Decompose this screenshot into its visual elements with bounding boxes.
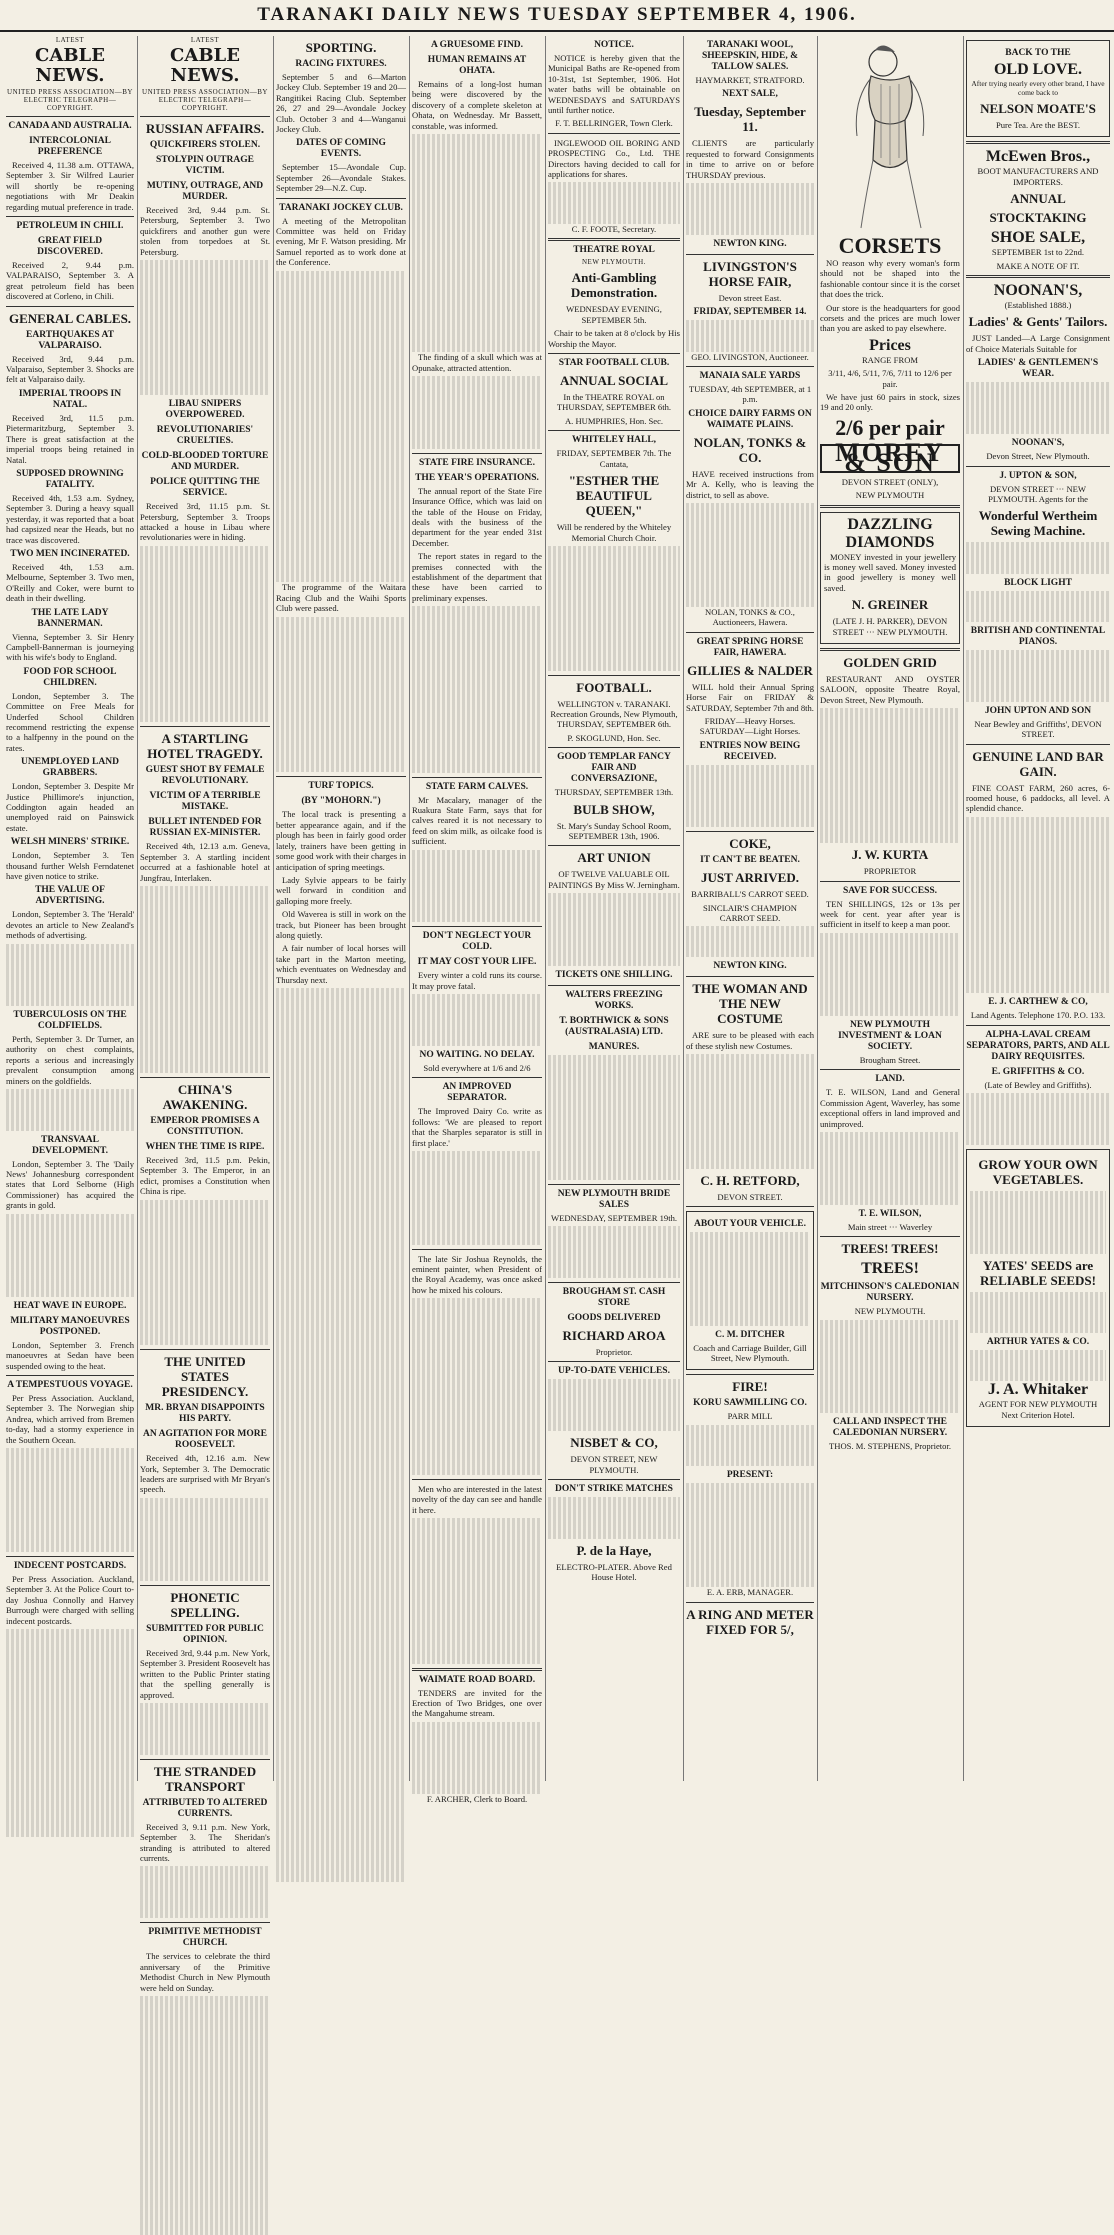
headline: WHITELEY HALL, — [571, 435, 657, 446]
article-paragraph: Per Press Association. Auckland, September 3. The Norwegian ship Andrea, which arrived from Bremen to-day, had a stormy experience in the Southern Ocean. — [6, 1393, 134, 1445]
subheadline: THE VALUE OF ADVERTISING. — [35, 885, 105, 907]
subheadline: GUEST SHOT BY FEMALE REVOLUTIONARY. — [145, 765, 265, 787]
subheadline: QUICKFIRERS STOLEN. — [149, 140, 261, 150]
ad-text: ARE sure to be pleased with each of these stylish new Costumes. — [686, 1030, 814, 1051]
headline: JOHN UPTON AND SON — [984, 705, 1092, 716]
headline: STATE FIRE INSURANCE. — [418, 457, 536, 468]
signature: P. SKOGLUND, Hon. Sec. — [567, 732, 661, 743]
headline: THEATRE ROYAL — [573, 245, 655, 256]
column-sales — [686, 36, 814, 1781]
ad-text: MAKE A NOTE OF IT. — [996, 260, 1080, 271]
subheadline: GOODS DELIVERED — [567, 1313, 661, 1324]
headline: NOTICE. — [594, 40, 634, 50]
headline: DON'T STRIKE MATCHES — [555, 1484, 673, 1495]
headline: INDECENT POSTCARDS. — [13, 1560, 127, 1571]
article-paragraph: London, September 3. Ten thousand further Welsh Ferndatenet have given notice to strike. — [6, 850, 134, 882]
signature: F. ARCHER, Clerk to Board. — [426, 1794, 528, 1805]
headline: A RING AND METER FIXED FOR 5/, — [686, 1606, 814, 1637]
article-paragraph: Sold everywhere at 1/6 and 2/6 — [423, 1063, 531, 1074]
headline: NOONAN'S, — [993, 282, 1083, 300]
headline: 2/6 per pair — [835, 414, 945, 440]
headline: TREES! TREES! — [841, 1241, 939, 1257]
subheadline: SUPPOSED DROWNING FATALITY. — [16, 468, 124, 490]
headline: BRITISH AND CONTINENTAL PIANOS. — [970, 625, 1106, 647]
headline: BULB SHOW, — [573, 801, 655, 817]
signature: A. HUMPHRIES, Hon. Sec. — [564, 415, 664, 426]
headline: GOLDEN GRID — [843, 654, 937, 670]
column-rule — [817, 36, 818, 1781]
ad-line: BACK TO THE — [1005, 48, 1071, 58]
subheadline: NEXT SALE, — [722, 89, 778, 100]
subheadline: WELSH MINERS' STRIKE. — [10, 837, 130, 848]
headline: "ESTHER THE BEAUTIFUL QUEEN," — [568, 473, 660, 519]
subheadline: WHEN THE TIME IS RIPE. — [145, 1142, 265, 1153]
seeds-ad-box — [966, 1149, 1110, 1427]
headline: A GRUESOME FIND. — [430, 40, 524, 50]
headline: GENERAL CABLES. — [8, 310, 132, 326]
ad-text: FRIDAY—Heavy Horses. SATURDAY—Light Horses. — [699, 715, 801, 737]
ad-text: MONEY invested in your jewellery is money well saved. Money invested in good jewellery is money well saved. — [824, 551, 956, 593]
subheadline: MR. BRYAN DISAPPOINTS HIS PARTY. — [145, 1403, 265, 1425]
ad-text: CLIENTS are particularly requested to forward Consignments in time to arrive on or before THURSDAY previous. — [686, 138, 814, 180]
column-rule — [963, 36, 964, 1781]
headline: E. GRIFFITHS & CO. — [991, 1066, 1085, 1077]
ad-text: Near Bewley and Griffiths', DEVON STREET. — [974, 718, 1102, 740]
headline: THE UNITED STATES PRESIDENCY. — [161, 1354, 249, 1400]
headline: NISBET & CO, — [570, 1435, 658, 1451]
headline: ART UNION — [577, 850, 651, 866]
notice-paragraph: Will be rendered by the Whiteley Memorial Church Choir. — [556, 522, 672, 543]
headline: CHINA'S AWAKENING. — [162, 1082, 248, 1113]
ad-text: FINE COAST FARM, 260 acres, 6-roomed house, 6 paddocks, all level. A splendid chance. — [966, 782, 1110, 814]
headline: GREAT SPRING HORSE FAIR, HAWERA. — [696, 636, 804, 658]
ad-text: Brougham Street. — [859, 1054, 921, 1065]
headline: YATES' SEEDS are RELIABLE SEEDS! — [980, 1257, 1096, 1288]
headline: FOOTBALL. — [576, 679, 652, 695]
headline: PETROLEUM IN CHILI. — [16, 221, 124, 232]
subheadline: CALL AND INSPECT THE CALEDONIAN NURSERY. — [832, 1417, 948, 1439]
column-rule — [137, 36, 138, 1781]
ad-text: DEVON STREET. — [717, 1191, 783, 1202]
subheadline: TRANSVAAL DEVELOPMENT. — [31, 1134, 109, 1156]
ad-text: HAVE received instructions from Mr A. Kelly, who is leaving the district, to sell as above. — [686, 468, 814, 500]
headline: LAND. — [875, 1074, 905, 1085]
notice-paragraph: DEVON STREET, NEW PLYMOUTH. — [570, 1454, 658, 1475]
headline: Tuesday, September 11. — [694, 104, 806, 135]
notice-paragraph: INGLEWOOD OIL BORING AND PROSPECTING Co., Ltd. THE Directors having decided to call for applications for shares. — [548, 137, 680, 180]
signature: T. E. WILSON, — [858, 1208, 922, 1219]
headline: WALTERS FREEZING WORKS. — [565, 989, 663, 1011]
headline: ANNUAL — [1010, 191, 1066, 207]
subheadline: NEW PLYMOUTH. — [581, 258, 646, 267]
article-paragraph: Received 3rd, 11.5 p.m. Pekin, September 3. The Emperor, in an edict, promises a Constitution when China is ripe. — [140, 1155, 270, 1197]
headline: MANAIA SALE YARDS — [699, 370, 801, 381]
subheadline: THE LATE LADY BANNERMAN. — [31, 607, 109, 629]
headline: ABOUT YOUR VEHICLE. — [693, 1219, 806, 1229]
article-paragraph: London, September 3. The 'Daily News' Johannesburg correspondent states that Lord Selborne (High Commissioner) has acquired the grants in gold. — [6, 1158, 134, 1211]
headline: NEW PLYMOUTH BRIDE SALES — [557, 1188, 671, 1210]
headline: LADIES' & GENTLEMEN'S WEAR. — [977, 358, 1099, 380]
latest-label: LATEST — [55, 36, 85, 44]
subheadline: MUTINY, OUTRAGE, AND MURDER. — [146, 181, 264, 202]
subheadline: DATES OF COMING EVENTS. — [296, 138, 386, 160]
article-paragraph: Received 4, 11.38 a.m. OTTAWA, September 3. Sir Wilfred Laurier will shortly be re-opening negotiations with Mr Deakin regarding mutual preference in trade. — [6, 160, 134, 212]
notice-paragraph: St. Mary's Sunday School Room, SEPTEMBER 13th, 1906. — [556, 820, 672, 842]
subheadline: ATTRIBUTED TO ALTERED CURRENTS. — [142, 1797, 268, 1819]
corset-illustration — [835, 40, 945, 230]
ad-text: Devon Street, New Plymouth. — [986, 451, 1090, 462]
ad-text: AGENT FOR NEW PLYMOUTH Next Criterion Hotel. — [978, 1399, 1098, 1420]
subheadline: LIBAU SNIPERS OVERPOWERED. — [165, 399, 245, 421]
article-paragraph: The late Sir Joshua Reynolds, the eminent painter, when President of the Royal Academy, was once asked how he mixed his colours. — [412, 1253, 542, 1295]
subheadline: IT MAY COST YOUR LIFE. — [417, 957, 537, 968]
article-paragraph: A fair number of local horses will take part in the Marton meeting, which eventuates on Wednesday and Thursday next. — [276, 943, 406, 985]
headline: BLOCK LIGHT — [1004, 577, 1072, 588]
subheadline: CHOICE DAIRY FARMS ON WAIMATE PLAINS. — [688, 408, 812, 430]
article-paragraph: A meeting of the Metropolitan Committee was held on Friday evening, Mr F. Watson presiding. Mr Samuel reported as to work done at the Conference. — [276, 215, 406, 268]
ad-text: Land Agents. Telephone 170. P.O. 133. — [970, 1010, 1106, 1021]
notice-paragraph: FRIDAY, SEPTEMBER 7th. The Cantata, — [556, 448, 672, 469]
article-paragraph: Men who are interested in the latest novelty of the day can see and handle it here. — [412, 1483, 542, 1515]
ad-text: SINCLAIR'S CHAMPION CARROT SEED. — [703, 902, 797, 923]
headline: GENUINE LAND BAR GAIN. — [972, 748, 1104, 779]
article-paragraph: Mr Macalary, manager of the Ruakura State Farm, says that for calves reared it is not necessary to feed on skim milk, as oilcake food is sufficient. — [412, 794, 542, 847]
signature: THOS. M. STEPHENS, Proprietor. — [829, 1441, 951, 1452]
subheadline: SUBMITTED FOR PUBLIC OPINION. — [146, 1623, 264, 1645]
subheadline: AN AGITATION FOR MORE ROOSEVELT. — [143, 1429, 267, 1451]
subheadline: HEAT WAVE IN EUROPE. — [13, 1300, 127, 1311]
headline: COKE, — [729, 836, 771, 852]
subheadline: INTERCOLONIAL PREFERENCE — [29, 136, 111, 157]
headline: ANNUAL SOCIAL — [560, 373, 668, 389]
subheadline: UNEMPLOYED LAND GRABBERS. — [21, 757, 119, 779]
article-paragraph: Received 3rd, 9.44 p.m. St. Petersburg, September 3. Two quickfirers and another gun were stolen from torpedoes at St. Petersburg. — [140, 205, 270, 257]
headline: AN IMPROVED SEPARATOR. — [442, 1082, 512, 1104]
subheadline: POLICE QUITTING THE SERVICE. — [150, 477, 260, 499]
article-paragraph: Old Waverea is still in work on the track, but Pioneer has been brought along quietly. — [276, 909, 406, 940]
subheadline: BULLET INTENDED FOR RUSSIAN EX-MINISTER. — [148, 817, 262, 839]
credit-line: UNITED PRESS ASSOCIATION—BY ELECTRIC TELEGRAPH—COPYRIGHT. — [7, 88, 133, 112]
byline: (BY "MOHORN.") — [301, 796, 381, 807]
ad-text: NO reason why every woman's form should not be shaped into the fashionable contour since it is the corset that does the trick. — [820, 258, 960, 300]
article-paragraph: The annual report of the State Fire Insurance Office, which was laid on the table of the House on Friday, deals with the business of the department for the year ended 31st December. — [412, 485, 542, 548]
ad-text: BARRIBALL'S CARROT SEED. — [691, 889, 809, 900]
ad-text: BOOT MANUFACTURERS AND IMPORTERS. — [977, 166, 1099, 187]
ad-text: T. E. WILSON, Land and General Commission Agent, Waverley, has some exceptional offers in land improved and unimproved. — [820, 1087, 960, 1129]
subheadline: IMPERIAL TROOPS IN NATAL. — [18, 388, 122, 410]
ad-text: RANGE FROM — [861, 354, 919, 365]
subheadline: MILITARY MANOEUVRES POSTPONED. — [10, 1315, 130, 1337]
column-rule — [683, 36, 684, 1781]
signature: E. A. ERB, MANAGER. — [706, 1587, 794, 1598]
ad-text: RESTAURANT AND OYSTER SALOON, opposite Theatre Royal, Devon Street, New Plymouth. — [820, 673, 960, 705]
headline: SHOE SALE, — [990, 229, 1086, 247]
article-paragraph: Every winter a cold runs its course. It may prove fatal. — [412, 970, 542, 991]
notice-paragraph: OF TWELVE VALUABLE OIL PAINTINGS By Miss W. Jerningham. — [548, 869, 680, 890]
ad-text: 3/11, 4/6, 5/11, 7/6, 7/11 to 12/6 per pair. — [828, 368, 952, 389]
headline: NEW PLYMOUTH INVESTMENT & LOAN SOCIETY. — [838, 1019, 942, 1052]
headline: STAR FOOTBALL CLUB. — [558, 358, 670, 369]
headline: DAZZLING DIAMONDS — [845, 515, 935, 551]
headline: T. BORTHWICK & SONS (AUSTRALASIA) LTD. — [559, 1015, 669, 1037]
signature: NOLAN, TONKS & CO., Auctioneers, Hawera. — [705, 606, 795, 628]
article-paragraph: Received 4th, 12.16 a.m. New York, September 3. The Democratic leaders are surprised with Mr Bryan's speech. — [140, 1453, 270, 1495]
headline: STOCKTAKING — [989, 210, 1087, 226]
headline: Ladies' & Gents' Tailors. — [968, 314, 1108, 330]
column-rule — [545, 36, 546, 1781]
subheadline: TWO MEN INCINERATED. — [10, 548, 130, 559]
notice-paragraph: Chair to be taken at 8 o'clock by His Worship the Mayor. — [548, 328, 680, 349]
headline: UP-TO-DATE VEHICLES. — [558, 1366, 670, 1377]
article-paragraph: The local track is presenting a better appearance again, and if the plough has been in fairly good order lately, trainers have been getting in some good work with their charges in anticipation of spring meetings. — [276, 809, 406, 872]
subheadline: COLD-BLOODED TORTURE AND MURDER. — [141, 451, 269, 473]
headline: MITCHINSON'S CALEDONIAN NURSERY. — [820, 1282, 960, 1304]
headline: A STARTLING HOTEL TRAGEDY. — [147, 731, 263, 762]
headline: JUST ARRIVED. — [700, 870, 799, 886]
ad-text: We have just 60 pairs in stock, sizes 19 and 20 only. — [820, 392, 960, 413]
headline: Prices — [869, 336, 911, 354]
headline: KORU SAWMILLING CO. — [693, 1398, 807, 1409]
subheadline: EMPEROR PROMISES A CONSTITUTION. — [150, 1116, 260, 1138]
headline: SAVE FOR SUCCESS. — [842, 885, 938, 896]
headline: J. W. KURTA — [851, 847, 929, 863]
headline: ALPHA-LAVAL CREAM SEPARATORS, PARTS, AND ALL DAIRY REQUISITES. — [966, 1029, 1110, 1062]
article-paragraph: Vienna, September 3. Sir Henry Campbell-Bannerman is journeying with his wife's body to England. — [6, 631, 134, 663]
subheadline: VICTIM OF A TERRIBLE MISTAKE. — [149, 791, 261, 813]
headline: E. J. CARTHEW & CO, — [988, 997, 1088, 1008]
subheadline: REVOLUTIONARIES' CRUELTIES. — [156, 425, 254, 447]
article-paragraph: Received 3rd, 11.15 p.m. St. Petersburg, September 3. Troops attacked a house in Libau where revolutionaries were in hiding. — [140, 501, 270, 543]
column-ads-right — [966, 36, 1110, 1781]
article-paragraph: Remains of a long-lost human being were discovered by the discovery of a complete skeleton at Ohata, on Wednesday. Mr Bassett, constable, was informed. — [412, 79, 542, 131]
article-paragraph: Perth, September 3. Dr Turner, an authority on chest complaints, reports a serious and increasingly prevalent consumption among miners on the goldfields. — [6, 1034, 134, 1086]
subheadline: EARTHQUAKES AT VALPARAISO. — [26, 329, 114, 351]
column-news-4 — [412, 36, 542, 1805]
headline: McEwen Bros., — [985, 148, 1091, 166]
headline: GROW YOUR OWN VEGETABLES. — [978, 1157, 1098, 1188]
notice-paragraph: Proprietor. — [595, 1347, 633, 1358]
subheadline: RACING FIXTURES. — [295, 59, 387, 69]
headline: WAIMATE ROAD BOARD. — [418, 1674, 536, 1685]
article-paragraph: September 15—Avondale Cup. September 26—Avondale Stakes. September 29—N.Z. Cup. — [276, 162, 406, 194]
signature: GEO. LIVINGSTON, Auctioneer. — [691, 351, 809, 362]
tea-ad-box — [966, 40, 1110, 137]
headline: A TEMPESTUOUS VOYAGE. — [7, 1380, 133, 1390]
ad-text: Pure Tea. Are the BEST. — [995, 120, 1081, 130]
notice-paragraph: In the THEATRE ROYAL on THURSDAY, SEPTEMBER 6th. — [556, 392, 672, 413]
headline: BROUGHAM ST. CASH STORE — [562, 1287, 666, 1309]
subheadline: IT CAN'T BE BEATEN. — [700, 855, 800, 866]
ad-text: After trying nearly every other brand, I have come back to — [971, 79, 1105, 97]
newspaper-masthead: TARANAKI DAILY NEWS TUESDAY SEPTEMBER 4, 1906. — [0, 0, 1114, 32]
article-paragraph: TENDERS are invited for the Erection of Two Bridges, one over the Mangahume stream. — [412, 1687, 542, 1719]
headline: FIRE! — [732, 1379, 768, 1395]
headline: CORSETS — [838, 233, 942, 258]
headline: J. UPTON & SON, — [999, 470, 1077, 481]
headline: C. H. RETFORD, — [700, 1172, 800, 1188]
notice-paragraph: THURSDAY, SEPTEMBER 13th. — [554, 787, 674, 798]
article-paragraph: The finding of a skull which was at Opunake, attracted attention. — [412, 352, 542, 373]
ad-text: PARR MILL — [727, 1411, 773, 1422]
latest-label: LATEST — [190, 36, 220, 44]
column-rule — [273, 36, 274, 1781]
headline: GILLIES & NALDER — [687, 662, 813, 678]
subheadline: FOOD FOR SCHOOL CHILDREN. — [23, 666, 117, 688]
ad-text: DEVON STREET (ONLY), — [841, 476, 939, 487]
article-paragraph: Received 2, 9.44 p.m. VALPARAISO, September 3. A great petroleum field has been discovered at Corleno, in Chili. — [6, 260, 134, 302]
headline: N. GREINER — [851, 597, 929, 613]
article-paragraph: The services to celebrate the third anniversary of the Primitive Methodist Church in New Plymouth were held on Sunday. — [140, 1951, 270, 1993]
article-paragraph: Received 4th, 12.13 a.m. Geneva, September 3. A startling incident occurred at a fashionable hotel at Jungfrau, Interlaken. — [140, 841, 270, 883]
headline: THE WOMAN AND THE NEW COSTUME — [692, 981, 808, 1027]
ad-text: PROPRIETOR — [863, 866, 917, 877]
credit-line: UNITED PRESS ASSOCIATION—BY ELECTRIC TELEGRAPH—COPYRIGHT. — [142, 88, 268, 112]
article-paragraph: Per Press Association. Auckland, September 3. At the Police Court to-day Joshua Connolly and Harvey Burrough were charged with selling indecent postcards. — [6, 1573, 134, 1626]
subheadline: HUMAN REMAINS AT OHATA. — [427, 55, 527, 76]
headline: TARANAKI JOCKEY CLUB. — [279, 202, 403, 213]
article-paragraph: London, September 3. Despite Mr Justice Phillimore's injunction, Coddington again headed an unemployed raid on Painswick estate. — [6, 781, 134, 833]
article-paragraph: Received 3rd, 11.5 p.m. Pietermaritzburg, September 3. There is great satisfaction at the imperial troops being retained in Natal. — [6, 412, 134, 465]
article-paragraph: The programme of the Waitara Racing Club and the Waihi Sports Club were passed. — [276, 582, 406, 614]
column-cable-news-1 — [6, 36, 134, 1781]
headline: Wonderful Wertheim Sewing Machine. — [978, 508, 1098, 539]
section-title: CABLE NEWS. — [35, 45, 105, 86]
vehicle-ad-box — [686, 1211, 814, 1370]
article-paragraph: London, September 3. The 'Herald' devotes an article to New Zealand's methods of advertising. — [6, 909, 134, 941]
subheadline: THE YEAR'S OPERATIONS. — [415, 472, 539, 483]
column-corsets-ads — [820, 36, 960, 1781]
column-cable-news-2 — [140, 36, 270, 1993]
ad-text: HAYMARKET, STRATFORD. — [695, 75, 805, 85]
headline: THE STRANDED TRANSPORT — [153, 1763, 257, 1794]
notice-paragraph: WEDNESDAY EVENING, SEPTEMBER 5th. — [566, 304, 662, 325]
headline: RICHARD AROA — [562, 1328, 666, 1344]
ad-text: Devon street East. — [718, 292, 782, 303]
signature: F. T. BELLRINGER, Town Clerk. — [555, 118, 673, 129]
headline: RUSSIAN AFFAIRS. — [145, 121, 265, 136]
headline: PHONETIC SPELLING. — [170, 1589, 240, 1620]
subheadline: NO WAITING. NO DELAY. — [419, 1050, 535, 1061]
article-paragraph: Received 4th, 1.53 a.m. Sydney, September 3. During a heavy squall yesterday, it was reported that a boat had capsized near the Heads, but no trace was discovered. — [6, 492, 134, 545]
ad-text: (LATE J. H. PARKER), DEVON STREET ··· NEW PLYMOUTH. — [832, 616, 948, 637]
headline: CANADA AND AUSTRALIA. — [8, 121, 132, 131]
headline: GOOD TEMPLAR FANCY FAIR AND CONVERSAZIONE, — [557, 752, 671, 785]
signature: NEWTON KING. — [713, 238, 787, 249]
ad-text: Main street ··· Waverley — [847, 1221, 933, 1232]
subheadline: TUBERCULOSIS ON THE COLDFIELDS. — [13, 1010, 127, 1032]
subheadline: FRIDAY, SEPTEMBER 14. — [693, 307, 807, 318]
article-paragraph: The Improved Dairy Co. write as follows: 'We are pleased to report that the Sharples separator is still in first place.' — [412, 1106, 542, 1148]
notice-paragraph: WELLINGTON v. TARANAKI. Recreation Grounds, New Plymouth, THURSDAY, SEPTEMBER 6th. — [550, 698, 678, 730]
headline: P. de la Haye, — [576, 1542, 652, 1558]
subheadline: PRESENT: — [726, 1470, 774, 1481]
article-paragraph: Lady Sylvie appears to be fairly well forward in condition and galloping more freely. — [276, 874, 406, 906]
headline: SPORTING. — [305, 40, 377, 55]
notice-paragraph: ELECTRO-PLATER. Above Red House Hotel. — [556, 1561, 672, 1583]
ad-text: (Late of Bewley and Griffiths). — [984, 1079, 1092, 1090]
ad-text: Coach and Carriage Builder, Gill Street, New Plymouth. — [693, 1342, 807, 1363]
article-paragraph: Received 4th, 1.53 a.m. Melbourne, September 3. Two men, O'Reilly and Coker, were burnt to death in their dwelling. — [6, 561, 134, 604]
ad-text: Our store is the headquarters for good corsets and the prices are much lower than you are asked to pay elsewhere. — [820, 302, 960, 334]
ad-headline: OLD LOVE. — [993, 61, 1082, 78]
signature: NOONAN'S, — [1011, 438, 1065, 449]
column-notices — [548, 36, 680, 1781]
section-title: CABLE NEWS. — [170, 45, 240, 86]
ad-text: NEW PLYMOUTH — [855, 490, 925, 501]
column-rule — [409, 36, 410, 1781]
article-paragraph: London, September 3. French manoeuvres at Sedan have been suspended owing to the heat. — [6, 1339, 134, 1371]
headline: TARANAKI WOOL, SHEEPSKIN, HIDE, & TALLOW SALES. — [701, 40, 799, 72]
headline: STATE FARM CALVES. — [425, 781, 529, 792]
ad-text: TUESDAY, 4th SEPTEMBER, at 1 p.m. — [688, 383, 812, 405]
headline: ARTHUR YATES & CO. — [986, 1337, 1090, 1348]
signature: NEWTON KING. — [713, 961, 787, 972]
subheadline: GREAT FIELD DISCOVERED. — [37, 236, 103, 258]
subheadline: ENTRIES NOW BEING RECEIVED. — [699, 740, 801, 762]
ad-text: SEPTEMBER 1st to 22nd. — [991, 247, 1085, 258]
subheadline: STOLYPIN OUTRAGE VICTIM. — [156, 155, 254, 176]
signature: C. F. FOOTE, Secretary. — [571, 224, 657, 235]
article-paragraph: London, September 3. The Committee on Free Meals for Underfed School Children recommend restricting the expense to a halfpenny in the pound on the rates. — [6, 690, 134, 753]
headline: TURF TOPICS. — [308, 781, 374, 792]
headline: Anti-Gambling Demonstration. — [570, 270, 658, 301]
ad-text: TEN SHILLINGS, 12s or 13s per week for cent. year after year is sufficient in itself to keep a man poor. — [820, 898, 960, 930]
ad-text: NEW PLYMOUTH. — [854, 1306, 926, 1317]
headline: TREES! — [861, 1260, 919, 1278]
ad-text: (Established 1888.) — [1004, 300, 1072, 311]
column-sporting — [276, 36, 406, 1781]
subheadline: MANURES. — [588, 1041, 640, 1052]
headline: NOLAN, TONKS & CO. — [693, 434, 807, 465]
article-paragraph: Received 3, 9.11 p.m. New York, September 3. The Sheridan's stranding is attributed to altered currents. — [140, 1821, 270, 1864]
headline: DON'T NEGLECT YOUR COLD. — [422, 931, 532, 953]
ad-text: DEVON STREET ··· NEW PLYMOUTH. Agents for the — [988, 483, 1088, 505]
subheadline: TICKETS ONE SHILLING. — [555, 969, 673, 980]
ad-text: WILL hold their Annual Spring Horse Fair on FRIDAY & SATURDAY, September 7th and 8th. — [686, 681, 814, 713]
article-paragraph: September 5 and 6—Marton Jockey Club. September 19 and 20—Rangitikei Racing Club. September 26, 27 and 29—Avondale Jockey Club. October 3 and 4—Wanganui Jockey Club. — [276, 72, 406, 135]
headline: J. A. Whitaker — [987, 1381, 1089, 1399]
article-paragraph: Received 3rd, 9.44 p.m. New York, September 3. President Roosevelt has written to the Public Printer stating that the spelling generally is approved. — [140, 1647, 270, 1700]
ad-headline: NELSON MOATE'S — [980, 101, 1096, 116]
notice-paragraph: NOTICE is hereby given that the Municipal Baths are Re-opened from 10-31st, 1st September, 1906. Hot water baths will be obtainable on WEDNESDAYS and SATURDAYS until further notice. — [548, 53, 680, 116]
article-paragraph: Received 3rd, 9.44 p.m. Valparaiso, September 3. Shocks are felt at Valparaiso daily. — [6, 353, 134, 385]
headline: PRIMITIVE METHODIST CHURCH. — [148, 1927, 262, 1949]
morey-son-logo: MOREY & SON — [820, 444, 960, 473]
diamonds-ad-box — [820, 512, 960, 644]
headline: LIVINGSTON'S HORSE FAIR, — [703, 258, 797, 289]
headline: C. M. DITCHER — [715, 1329, 785, 1340]
ad-text: JUST Landed—A Large Consignment of Choice Materials Suitable for — [966, 333, 1110, 354]
article-paragraph: The report states in regard to the premises connected with the establishment of the department that these have been carried to preliminary expenses. — [412, 551, 542, 603]
notice-paragraph: WEDNESDAY, SEPTEMBER 19th. — [550, 1212, 678, 1223]
